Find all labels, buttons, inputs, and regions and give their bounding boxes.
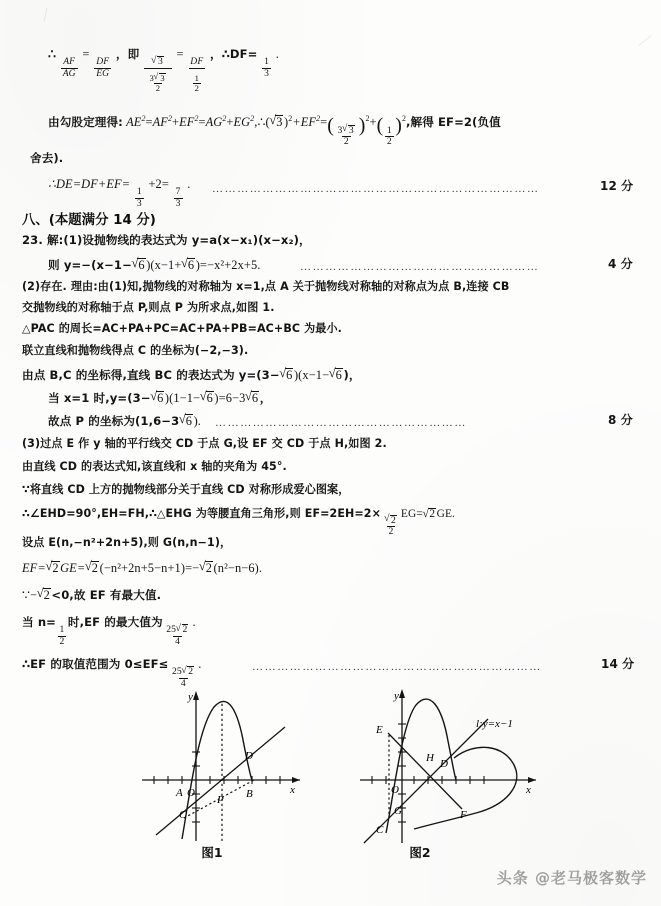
ef-eq-a: GE= — [60, 561, 86, 575]
figure-1 — [140, 683, 355, 863]
label-D: D — [245, 750, 253, 762]
label-B: B — [246, 788, 253, 800]
label-E: E — [376, 724, 383, 736]
score-4: 4 分 — [608, 257, 633, 271]
fraction-3sqrt3-2: $\frac{3 √ 3}{2}$ — [335, 125, 357, 147]
q23-3-line4 — [22, 508, 455, 537]
sqrt-2-d: √ 2 — [200, 561, 213, 575]
q23-line2-pre: 则 y=−(x−1− — [48, 258, 132, 272]
rparen-big-1: ) — [358, 114, 366, 137]
period-4: . — [187, 177, 191, 191]
q23-3-line7 — [22, 588, 161, 602]
therefore-df: ，∴DF= — [210, 47, 258, 61]
ehd-post: GE. — [436, 508, 455, 520]
q23-2-line7 — [48, 414, 201, 428]
math-line-2: 由勾股定理得: $AE^2=AF^2+EF^2=AG^2+EG^2,\therefore$( √ 3 )$^2+EF^2=$( $\frac{3 √ 3}{2}$ )$^2$+( $\frac{1}{2}$ )$^2$,解得 EF=2(负值 — [48, 115, 501, 146]
figure-2 — [358, 683, 598, 863]
figure-2-svg — [358, 683, 598, 863]
fraction-1-3-a: $\frac{1}{3}$ — [136, 186, 142, 209]
q23-3-line1: (3)过点 E 作 y 轴的平行线交 CD 于点 G,设 EF 交 CD 于点 H,如图 2. — [22, 437, 387, 450]
bc-expr-mid: )(x−1− — [293, 368, 330, 382]
label-x-axis: x — [290, 784, 295, 796]
bc-expr-post: )， — [343, 368, 361, 382]
mid-sep: ,∴( — [254, 115, 270, 130]
score-8: 8 分 — [608, 413, 633, 427]
ef-range-pre: ∴EF 的取值范围为 0≤EF≤ — [22, 657, 169, 671]
solve-tail: ,解得 EF=2(负值 — [406, 115, 501, 130]
neg-sqrt2-pre: ∵− — [22, 588, 38, 602]
label-x-axis: x — [526, 784, 531, 796]
sqrt-6-e: √ 6 — [151, 391, 164, 405]
label-line-l: l:y=x−1 — [476, 718, 513, 730]
label-C: C — [179, 809, 187, 821]
bc-expr-pre: 由点 B,C 的坐标得,直线 BC 的表达式为 y=(3− — [22, 368, 280, 382]
parabola-curve — [182, 701, 252, 839]
eg-term: $EG^2$ — [233, 114, 255, 130]
plus-two: +2= — [148, 177, 169, 191]
sqrt-6-h: √ 6 — [180, 414, 193, 428]
section-8-heading: 八、(本题满分 14 分) — [22, 213, 156, 228]
q23-line2-post: )=−x²+2x+5. — [195, 258, 261, 272]
label-y-axis: y — [394, 690, 399, 702]
sqrt-2-a: √ 2 — [423, 508, 436, 521]
q23-line2-mid: )(x−1+ — [146, 258, 182, 272]
x-axis-arrow — [292, 777, 300, 783]
y-axis-arrow — [399, 689, 405, 698]
sqrt-6-g: √ 6 — [246, 391, 259, 405]
label-A: A — [176, 787, 183, 799]
scan-artifact — [44, 8, 48, 22]
figure-1-caption: 图1 — [201, 845, 223, 860]
x-axis-arrow — [528, 777, 536, 783]
ef-eq-b: (−n²+2n+5−n+1)=− — [99, 561, 200, 575]
sqrt-6-a: √ 6 — [132, 258, 145, 272]
sqrt-2-b: √ 2 — [46, 561, 59, 575]
q23-2-line2: 交抛物线的对称轴于点 P,则点 P 为所求点,如图 1. — [22, 301, 275, 314]
pythagorean-lead: 由勾股定理得: — [48, 115, 123, 130]
math-line-4 — [48, 178, 190, 208]
scan-artifact — [638, 35, 651, 46]
fraction-7-3: $\frac{7}{3}$ — [175, 186, 181, 209]
leader-dots-4: ………………………………………………… — [300, 261, 540, 273]
sqrt-2-e: √ 2 — [38, 588, 51, 602]
label-D: D — [440, 758, 448, 770]
p-coord-post: ). — [193, 414, 201, 428]
leader-dots-12: …………………………………………………………………… — [212, 183, 540, 195]
lparen-big-2: ( — [376, 114, 384, 137]
sqrt-6-f: √ 6 — [201, 391, 214, 405]
fraction-df-half: $\frac{DF}{\frac{1}{2}}$ — [190, 56, 204, 93]
figure-2-caption: 图2 — [409, 845, 431, 860]
figure-1-svg — [140, 683, 355, 863]
fraction-sqrt2-2: √ $\frac{2}{2}$ — [383, 515, 400, 537]
fraction-1-2-b: $\frac{1}{2}$ — [59, 624, 65, 647]
therefore-symbol: ∴ — [48, 47, 56, 61]
q23-3-line8 — [22, 616, 196, 646]
fraction-1-2: $\frac{1}{2}$ — [386, 124, 392, 147]
x1-sub-pre: 当 x=1 时,y=(3− — [48, 391, 151, 405]
x1-sub-post: )=6−3 — [214, 391, 246, 405]
label-O: O — [187, 787, 195, 799]
fraction-25sqrt2-4-b: $\frac{25 √ 2}{4}$ — [170, 666, 197, 688]
equals-2: = — [176, 47, 184, 61]
sqrt-6-d: √ 6 — [330, 368, 343, 382]
fraction-one-third: $\frac{1}{3}$ — [264, 56, 270, 79]
close-paren: )$^2$ — [283, 114, 293, 130]
sqrt-2-c: √ 2 — [86, 561, 99, 575]
q23-3-line6 — [22, 561, 262, 575]
q23-2-line4: 联立直线和抛物线得点 C 的坐标为(−2,−3). — [22, 344, 249, 357]
label-F: F — [460, 809, 467, 821]
x1-sub-end: ， — [259, 391, 272, 405]
label-O: O — [391, 784, 399, 796]
equals-1: = — [82, 47, 90, 61]
score-14: 14 分 — [601, 657, 635, 671]
x1-sub-mid: )(1−1− — [164, 391, 201, 405]
ef-eq-c: (n²−n−6). — [213, 561, 263, 575]
label-G: G — [394, 805, 402, 817]
leader-dots-8: …………………………………………………… — [215, 417, 467, 429]
sqrt-6-b: √ 6 — [182, 258, 195, 272]
rparen-big-2: ) — [395, 114, 402, 137]
q23-3-line5: 设点 E(n,−n²+2n+5),则 G(n,n−1)， — [22, 536, 232, 549]
label-y-axis: y — [188, 691, 193, 703]
segment-ef — [388, 733, 462, 809]
ef-range-post: . — [198, 657, 202, 671]
q23-line2 — [48, 258, 260, 272]
n-half-pre: 当 n= — [22, 615, 56, 629]
af-term: $AF^2$ — [152, 114, 173, 130]
p-coord-pre: 故点 P 的坐标为(1,6−3 — [48, 414, 180, 428]
sqrt-3: √ 3 — [270, 115, 283, 129]
fraction-sqrt3-over: √ $\frac{3}{\frac{3 √ 3}{2}}$ — [144, 56, 172, 92]
ag-term: $AG^2$ — [205, 114, 227, 130]
label-P: P — [217, 794, 224, 806]
ehd-pre: ∴∠EHD=90°,EH=FH,∴△EHG 为等腰直角三角形,则 EF=2EH=2× — [22, 507, 382, 520]
period-1: . — [275, 47, 279, 61]
q23-2-line5 — [22, 368, 361, 382]
ae-term: $AE^2$ — [126, 114, 146, 130]
fraction-af-ag: $\frac{AF}{AG}$ — [62, 56, 76, 79]
math-line-1 — [48, 48, 279, 92]
math-line-3: 舍去). — [30, 151, 64, 165]
ef-term: $EF^2$ — [179, 114, 199, 130]
y-axis-arrow — [193, 691, 199, 700]
plus-ef-sq: $+EF^2$ — [292, 114, 321, 130]
watermark: 头条 @老马极客数学 — [496, 869, 647, 887]
n-half-mid: 时,EF 的最大值为 — [67, 615, 163, 629]
de-equation: ∴DE=DF+EF= — [48, 177, 131, 191]
n-half-post: . — [192, 615, 196, 629]
label-C: C — [376, 824, 384, 836]
equals-3: = — [320, 115, 328, 130]
ef-eq-pre: EF= — [22, 561, 46, 575]
q23-lead: 23. 解:(1)设抛物线的表达式为 y=a(x−x₁)(x−x₂)， — [22, 233, 311, 247]
lparen-big-1: ( — [327, 114, 334, 137]
q23-2-line1: (2)存在. 理由:由(1)知,抛物线的对称轴为 x=1,点 A 关于抛物线对称轴的对称点为点 B,连接 CB — [22, 280, 510, 293]
q23-3-line3: ∵将直线 CD 上方的抛物线部分关于直线 CD 对称形成爱心图案， — [22, 483, 350, 496]
ji-text: ，即 — [115, 47, 140, 61]
ehd-mid: EG= — [400, 508, 423, 520]
q23-3-line2: 由直线 CD 的表达式知,该直线和 x 轴的夹角为 45°. — [22, 460, 287, 473]
q23-2-line6 — [48, 391, 271, 405]
q23-2-line3: △PAC 的周长=AC+PA+PC=AC+PA+PB=AC+BC 为最小. — [22, 322, 342, 335]
fraction-25sqrt2-4-a: $\frac{25 √ 2}{4}$ — [164, 624, 191, 646]
label-H: H — [426, 752, 434, 764]
neg-sqrt2-post: <0,故 EF 有最大值. — [51, 588, 162, 602]
sqrt-6-c: √ 6 — [280, 368, 293, 382]
leader-dots-14: …………………………………………………………… — [252, 661, 542, 673]
score-12: 12 分 — [600, 179, 634, 193]
fraction-df-eg: $\frac{DF}{EG}$ — [96, 56, 110, 79]
